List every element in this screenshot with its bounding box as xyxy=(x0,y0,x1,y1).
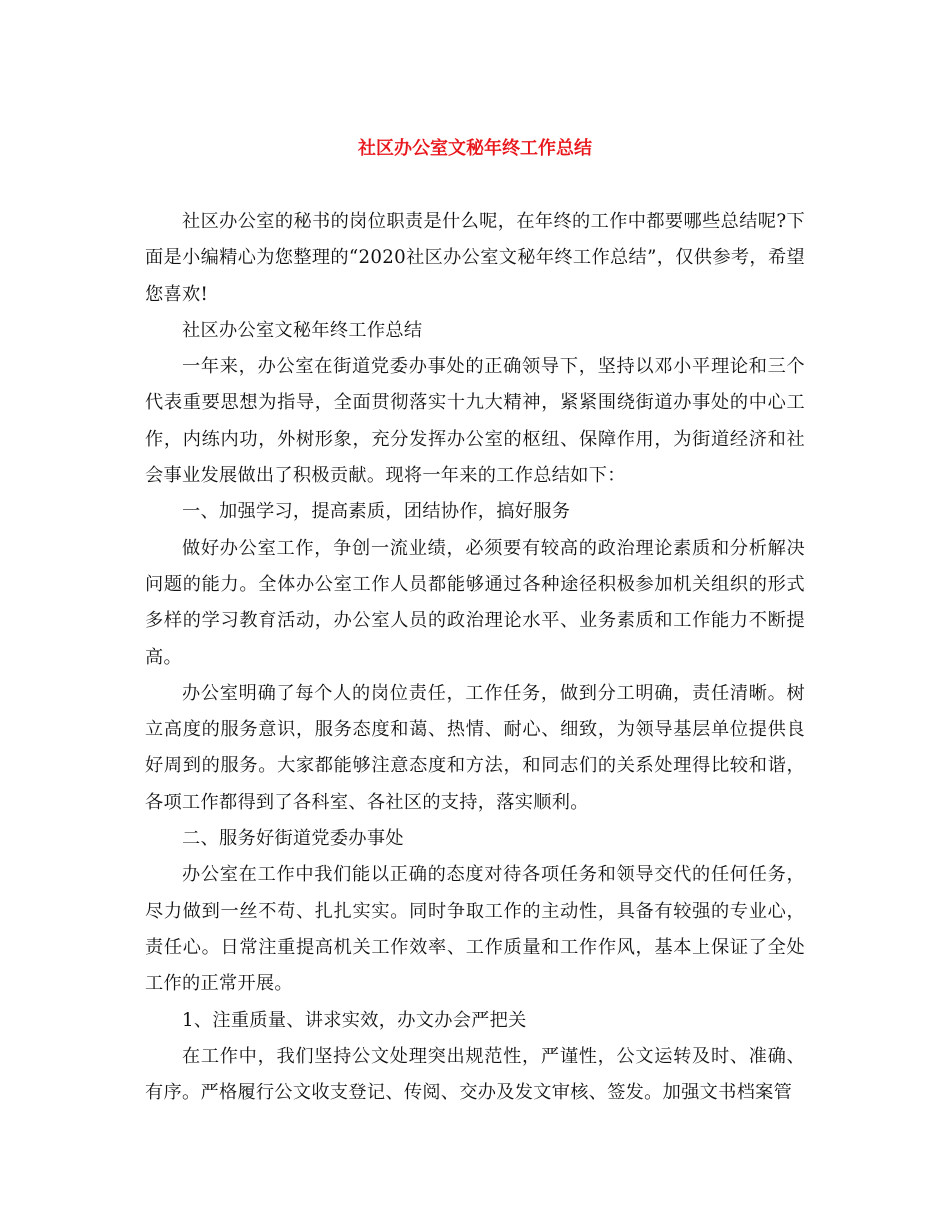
subtitle-paragraph: 社区办公室文秘年终工作总结 xyxy=(182,319,423,341)
section-heading-1: 一、加强学习，提高素质，团结协作，搞好服务 xyxy=(182,501,571,523)
document-body xyxy=(145,204,805,1111)
document-title: 社区办公室文秘年终工作总结 xyxy=(358,138,592,159)
intro-paragraph: 社区办公室的秘书的岗位职责是什么呢，在年终的工作中都要哪些总结呢?下面是小编精心为您整理的“2020社区办公室文秘年终工作总结”，仅供参考，希望您喜欢! xyxy=(145,211,805,305)
section-heading-2: 二、服务好街道党委办事处 xyxy=(182,828,404,850)
body-paragraph: 做好办公室工作，争创一流业绩，必须要有较高的政治理论素质和分析解决问题的能力。全体办公室工作人员都能够通过各种途径积极参加机关组织的形式多样的学习教育活动，办公室人员的政治理论水平、业务素质和工作能力不断提高。 xyxy=(145,537,805,668)
body-paragraph: 办公室在工作中我们能以正确的态度对待各项任务和领导交代的任何任务，尽力做到一丝不苟、扎扎实实。同时争取工作的主动性，具备有较强的专业心，责任心。日常注重提高机关工作效率、工作质量和工作作风，基本上保证了全处工作的正常开展。 xyxy=(145,864,805,995)
subsection-heading-1: 1、注重质量、讲求实效，办文办会严把关 xyxy=(182,1009,527,1031)
overview-paragraph: 一年来，办公室在街道党委办事处的正确领导下，坚持以邓小平理论和三个代表重要思想为指导，全面贯彻落实十九大精神，紧紧围绕街道办事处的中心工作，内练内功，外树形象，充分发挥办公室的枢纽、保障作用，为街道经济和社会事业发展做出了积极贡献。现将一年来的工作总结如下： xyxy=(145,356,805,487)
body-paragraph: 办公室明确了每个人的岗位责任，工作任务，做到分工明确，责任清晰。树立高度的服务意识，服务态度和蔼、热情、耐心、细致，为领导基层单位提供良好周到的服务。大家都能够注意态度和方法，和同志们的关系处理得比较和谐，各项工作都得到了各科室、各社区的支持，落实顺利。 xyxy=(145,682,805,813)
body-paragraph: 在工作中，我们坚持公文处理突出规范性，严谨性，公文运转及时、准确、有序。严格履行公文收支登记、传阅、交办及发文审核、签发。加强文书档案管 xyxy=(145,1045,805,1104)
